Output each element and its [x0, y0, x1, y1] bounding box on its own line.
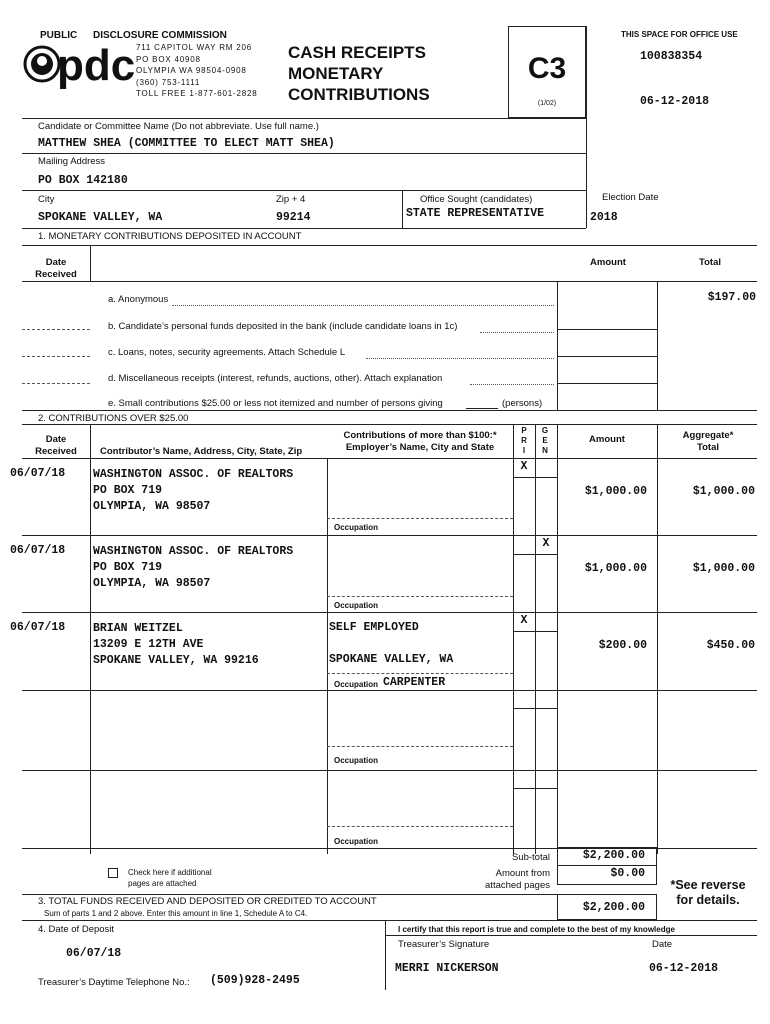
form-title: CASH RECEIPTS MONETARY CONTRIBUTIONS	[288, 43, 430, 104]
section2-title: 2. CONTRIBUTIONS OVER $25.00	[38, 413, 189, 424]
election-date-value: 2018	[590, 211, 618, 224]
line-a-label: a. Anonymous	[108, 294, 169, 305]
treasurer-phone-label: Treasurer’s Daytime Telephone No.:	[38, 977, 190, 988]
address-line: 711 CAPITOL WAY RM 206	[136, 43, 253, 52]
signature-date-value: 06-12-2018	[649, 962, 719, 975]
certify-statement: I certify that this report is true and complete to the best of my knowledge	[398, 925, 675, 934]
agency-name-left: PUBLIC	[40, 30, 78, 41]
pdc-logo	[22, 42, 134, 92]
candidate-name-label: Candidate or Committee Name (Do not abbreviate. Use full name.)	[38, 121, 319, 132]
city-label: City	[38, 194, 55, 205]
row3-employer-location: SPOKANE VALLEY, WA	[329, 653, 454, 666]
see-reverse-note: *See reverse for details.	[670, 878, 746, 907]
attached-pages-label: Amount from attached pages	[485, 868, 550, 891]
additional-pages-label: Check here if additional pages are attached	[128, 868, 212, 888]
section3-total: $2,200.00	[582, 901, 645, 914]
row2-aggregate: $1,000.00	[692, 562, 755, 575]
row3-occupation: CARPENTER	[383, 676, 446, 689]
mailing-address-value: PO BOX 142180	[38, 174, 128, 187]
additional-pages-checkbox[interactable]	[108, 868, 118, 878]
subtotal-value: $2,200.00	[582, 849, 645, 862]
section3-subtitle: Sum of parts 1 and 2 above. Enter this amount in line 1, Schedule A to C4.	[44, 909, 308, 918]
row2-occupation-label: Occupation	[334, 601, 379, 610]
treasurer-signature-value: MERRI NICKERSON	[395, 962, 499, 975]
section2-employer-header: Contributions of more than $100:* Employer’s Name, City and State	[343, 430, 497, 453]
address-line: OLYMPIA WA 98504-0908	[136, 66, 247, 75]
row5-occupation-label: Occupation	[334, 837, 379, 846]
address-line: PO BOX 40908	[136, 54, 201, 64]
agency-name-right: DISCLOSURE COMMISSION	[93, 30, 227, 41]
section3-title: 3. TOTAL FUNDS RECEIVED AND DEPOSITED OR CREDITED TO ACCOUNT	[38, 896, 377, 907]
row1-amount: $1,000.00	[584, 485, 647, 498]
row3-date: 06/07/18	[10, 621, 66, 634]
line-e-persons: (persons)	[502, 398, 543, 409]
section2-amount-header: Amount	[589, 434, 625, 445]
treasurer-phone-value: (509)928-2495	[210, 974, 300, 987]
office-sought-label: Office Sought (candidates)	[420, 194, 533, 205]
office-number: 100838354	[640, 50, 703, 63]
candidate-name-value: MATTHEW SHEA (COMMITTEE TO ELECT MATT SHEA)	[38, 137, 335, 150]
row1-date: 06/07/18	[10, 467, 66, 480]
subtotal-label: Sub-total	[511, 852, 550, 863]
mailing-address-label: Mailing Address	[38, 156, 106, 167]
form-code: C3	[527, 52, 567, 85]
address-line: TOLL FREE 1-877-601-2828	[136, 89, 258, 98]
row1-aggregate: $1,000.00	[692, 485, 755, 498]
row3-primary-mark: X	[520, 614, 528, 627]
section1-date-header: Date Received	[35, 257, 77, 280]
deposit-date-value: 06/07/18	[66, 947, 122, 960]
office-use-label: THIS SPACE FOR OFFICE USE	[621, 30, 738, 39]
row2-general-mark: X	[542, 537, 550, 550]
row4-occupation-label: Occupation	[334, 756, 379, 765]
section2-aggregate-header: Aggregate* Total	[682, 430, 734, 453]
row1-primary-mark: X	[520, 460, 528, 473]
treasurer-signature-label: Treasurer’s Signature	[398, 939, 490, 950]
row2-date: 06/07/18	[10, 544, 66, 557]
signature-date-label: Date	[652, 939, 673, 950]
section2-primary-header: P R I	[521, 426, 527, 455]
address-line: (360) 753-1111	[136, 77, 201, 87]
row2-amount: $1,000.00	[584, 562, 647, 575]
office-date: 06-12-2018	[640, 95, 710, 108]
section1-amount-header: Amount	[590, 257, 626, 268]
row1-contributor: WASHINGTON ASSOC. OF REALTORS PO BOX 719 OLYMPIA, WA 98507	[93, 468, 294, 513]
attached-pages-value: $0.00	[610, 867, 645, 880]
section2-date-header: Date Received	[35, 434, 77, 457]
section1-total-header: Total	[699, 257, 721, 268]
row1-occupation-label: Occupation	[334, 523, 379, 532]
row3-employer-name: SELF EMPLOYED	[329, 621, 419, 634]
zip-label: Zip + 4	[276, 194, 306, 205]
row3-occupation-label: Occupation	[334, 680, 379, 689]
row2-contributor: WASHINGTON ASSOC. OF REALTORS PO BOX 719 OLYMPIA, WA 98507	[93, 545, 294, 590]
agency-address	[136, 42, 257, 100]
line-a-total: $197.00	[707, 291, 756, 304]
line-c-label: c. Loans, notes, security agreements. Attach Schedule L	[108, 347, 346, 358]
line-b-label: b. Candidate’s personal funds deposited in the bank (include candidate loans in 1c)	[108, 321, 458, 332]
line-e-label: e. Small contributions $25.00 or less not itemized and number of persons giving	[108, 398, 443, 409]
zip-value: 99214	[276, 211, 311, 224]
row3-contributor: BRIAN WEITZEL 13209 E 12TH AVE SPOKANE VALLEY, WA 99216	[93, 622, 259, 667]
form-revision: (1/02)	[537, 100, 557, 107]
row3-amount: $200.00	[598, 639, 647, 652]
section1-title: 1. MONETARY CONTRIBUTIONS DEPOSITED IN ACCOUNT	[38, 231, 302, 242]
logo-text: pdc	[57, 42, 134, 90]
section4-title: 4. Date of Deposit	[38, 924, 115, 935]
section2-general-header: G E N	[541, 426, 549, 455]
row3-aggregate: $450.00	[706, 639, 755, 652]
office-sought-value: STATE REPRESENTATIVE	[406, 207, 545, 220]
election-date-label: Election Date	[602, 192, 659, 203]
line-d-label: d. Miscellaneous receipts (interest, refunds, auctions, other). Attach explanation	[108, 373, 443, 384]
section2-contributor-header: Contributor’s Name, Address, City, State, Zip	[100, 446, 303, 457]
city-value: SPOKANE VALLEY, WA	[38, 211, 163, 224]
